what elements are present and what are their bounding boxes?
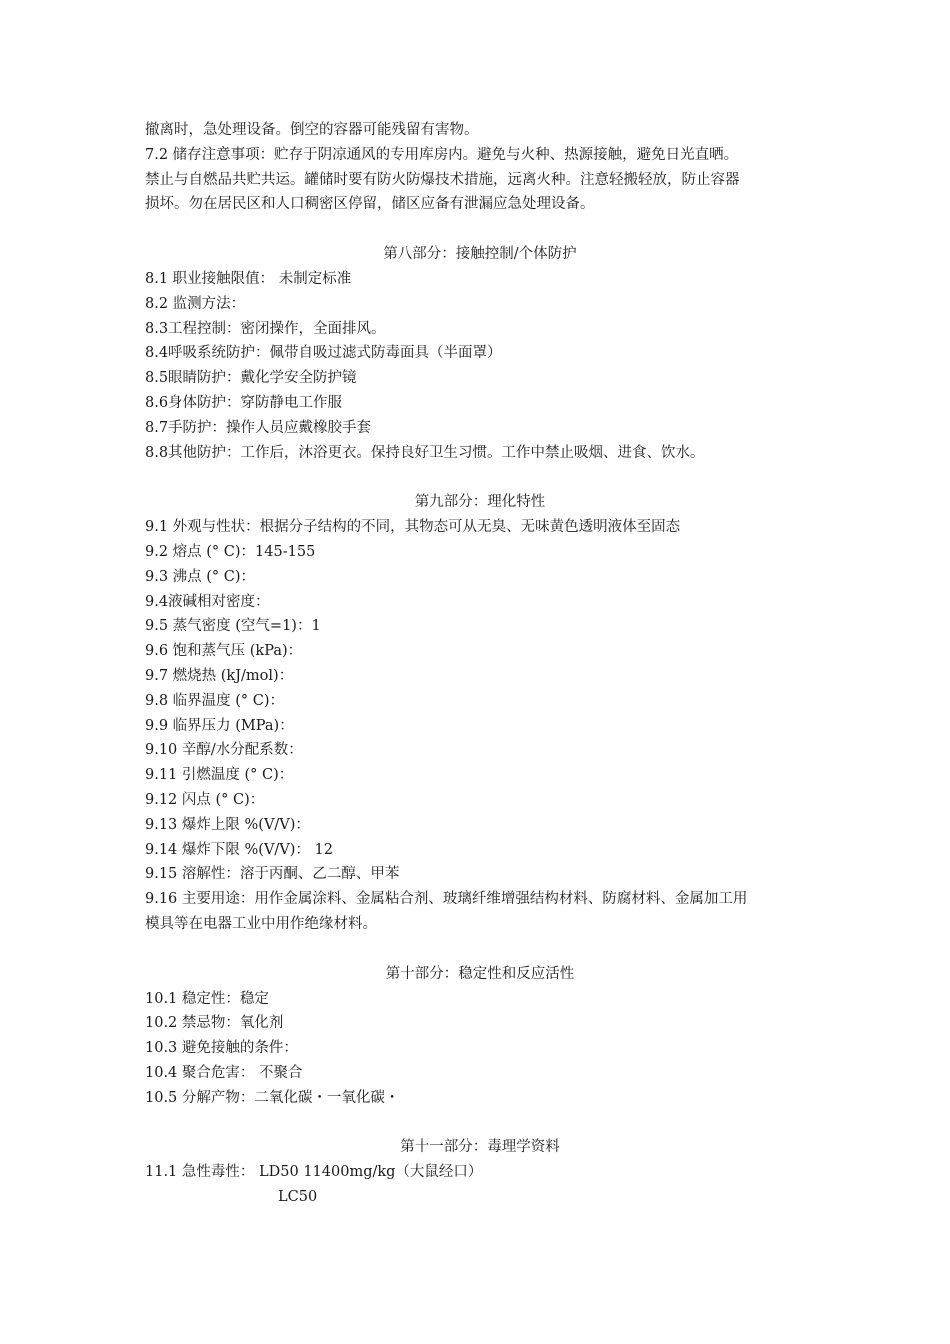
list-item: 8.2 监测方法： bbox=[145, 295, 246, 312]
storage-notes-line-2: 禁止与自燃品共贮共运。罐储时要有防火防爆技术措施，远离火种。注意轻搬轻放，防止容器 bbox=[145, 171, 740, 188]
list-item: 9.10 辛醇/水分配系数： bbox=[145, 742, 303, 759]
list-item: 8.7手防护：操作人员应戴橡胶手套 bbox=[145, 419, 372, 436]
section-10-title: 第十部分：稳定性和反应活性 bbox=[385, 965, 575, 982]
list-item: 10.5 分解产物：二氧化碳・一氧化碳・ bbox=[145, 1089, 400, 1106]
section-gap bbox=[145, 465, 815, 490]
list-item: 9.14 爆炸下限 %(V/V)： 12 bbox=[145, 841, 333, 858]
list-item: 10.3 避免接触的条件： bbox=[145, 1040, 298, 1057]
section-7-continuation: 撤离时，急处理设备。倒空的容器可能残留有害物。 bbox=[145, 122, 479, 138]
list-item: 8.3工程控制：密闭操作，全面排风。 bbox=[145, 320, 386, 337]
list-item: 9.9 临界压力 (MPa)： bbox=[145, 717, 294, 734]
list-item: 8.5眼睛防护：戴化学安全防护镜 bbox=[145, 370, 357, 387]
main-use-line-1: 9.16 主要用途：用作金属涂料、金属粘合剂、玻璃纤维增强结构材料、防腐材料、金属加工用 bbox=[145, 891, 748, 908]
list-item: 9.2 熔点 (° C)：145-155 bbox=[145, 543, 316, 560]
list-item: 9.8 临界温度 (° C)： bbox=[145, 692, 285, 709]
list-item: 10.2 禁忌物：氧化剂 bbox=[145, 1015, 284, 1032]
list-item: 9.5 蒸气密度 (空气=1)：1 bbox=[145, 618, 321, 635]
main-use-line-2: 模具等在电器工业中用作绝缘材料。 bbox=[145, 915, 377, 932]
list-item: 9.3 沸点 (° C)： bbox=[145, 568, 256, 585]
section-8-title: 第八部分：接触控制/个体防护 bbox=[383, 246, 577, 263]
section-11-title: 第十一部分：毒理学资料 bbox=[400, 1139, 560, 1156]
list-item: 9.4液碱相对密度： bbox=[145, 593, 270, 610]
list-item: 10.1 稳定性：稳定 bbox=[145, 990, 269, 1007]
list-item: 9.6 饱和蒸气压 (kPa)： bbox=[145, 643, 303, 660]
list-item: 9.12 闪点 (° C)： bbox=[145, 791, 265, 808]
section-gap bbox=[145, 1110, 815, 1135]
list-item: 10.4 聚合危害： 不聚合 bbox=[145, 1064, 303, 1081]
list-item: 9.7 燃烧热 (kJ/mol)： bbox=[145, 667, 294, 684]
list-item: 8.4呼吸系统防护：佩带自吸过滤式防毒面具（半面罩） bbox=[145, 345, 502, 362]
list-item: 8.8其他防护：工作后，沐浴更衣。保持良好卫生习惯。工作中禁止吸烟、进食、饮水。 bbox=[145, 444, 705, 461]
section-gap bbox=[145, 217, 815, 242]
section-gap bbox=[145, 937, 815, 962]
list-item: 8.6身体防护：穿防静电工作服 bbox=[145, 394, 343, 411]
document-page bbox=[145, 118, 815, 1210]
section-9-title: 第九部分：理化特性 bbox=[414, 494, 546, 511]
storage-notes-line-3: 损坏。勿在居民区和人口稠密区停留，储区应备有泄漏应急处理设备。 bbox=[145, 196, 595, 213]
section-8-list bbox=[145, 267, 815, 465]
section-9-list bbox=[145, 515, 815, 937]
storage-notes-line-1: 7.2 储存注意事项：贮存于阴凉通风的专用库房内。避免与火种、热源接触，避免日光直晒。 bbox=[145, 146, 739, 163]
list-item: 9.13 爆炸上限 %(V/V)： bbox=[145, 816, 310, 833]
section-10-list bbox=[145, 987, 815, 1111]
list-item: 9.1 外观与性状：根据分子结构的不同，其物态可从无臭、无味黄色透明液体至固态 bbox=[145, 519, 681, 536]
list-item: 9.11 引燃温度 (° C)： bbox=[145, 767, 294, 784]
list-item: 8.1 职业接触限值： 未制定标准 bbox=[145, 270, 352, 287]
acute-toxicity-lc50: LC50 bbox=[278, 1189, 318, 1206]
list-item: 9.15 溶解性：溶于丙酮、乙二醇、甲苯 bbox=[145, 866, 400, 883]
acute-toxicity-ld50: 11.1 急性毒性： LD50 11400mg/kg（大鼠经口） bbox=[145, 1164, 483, 1181]
